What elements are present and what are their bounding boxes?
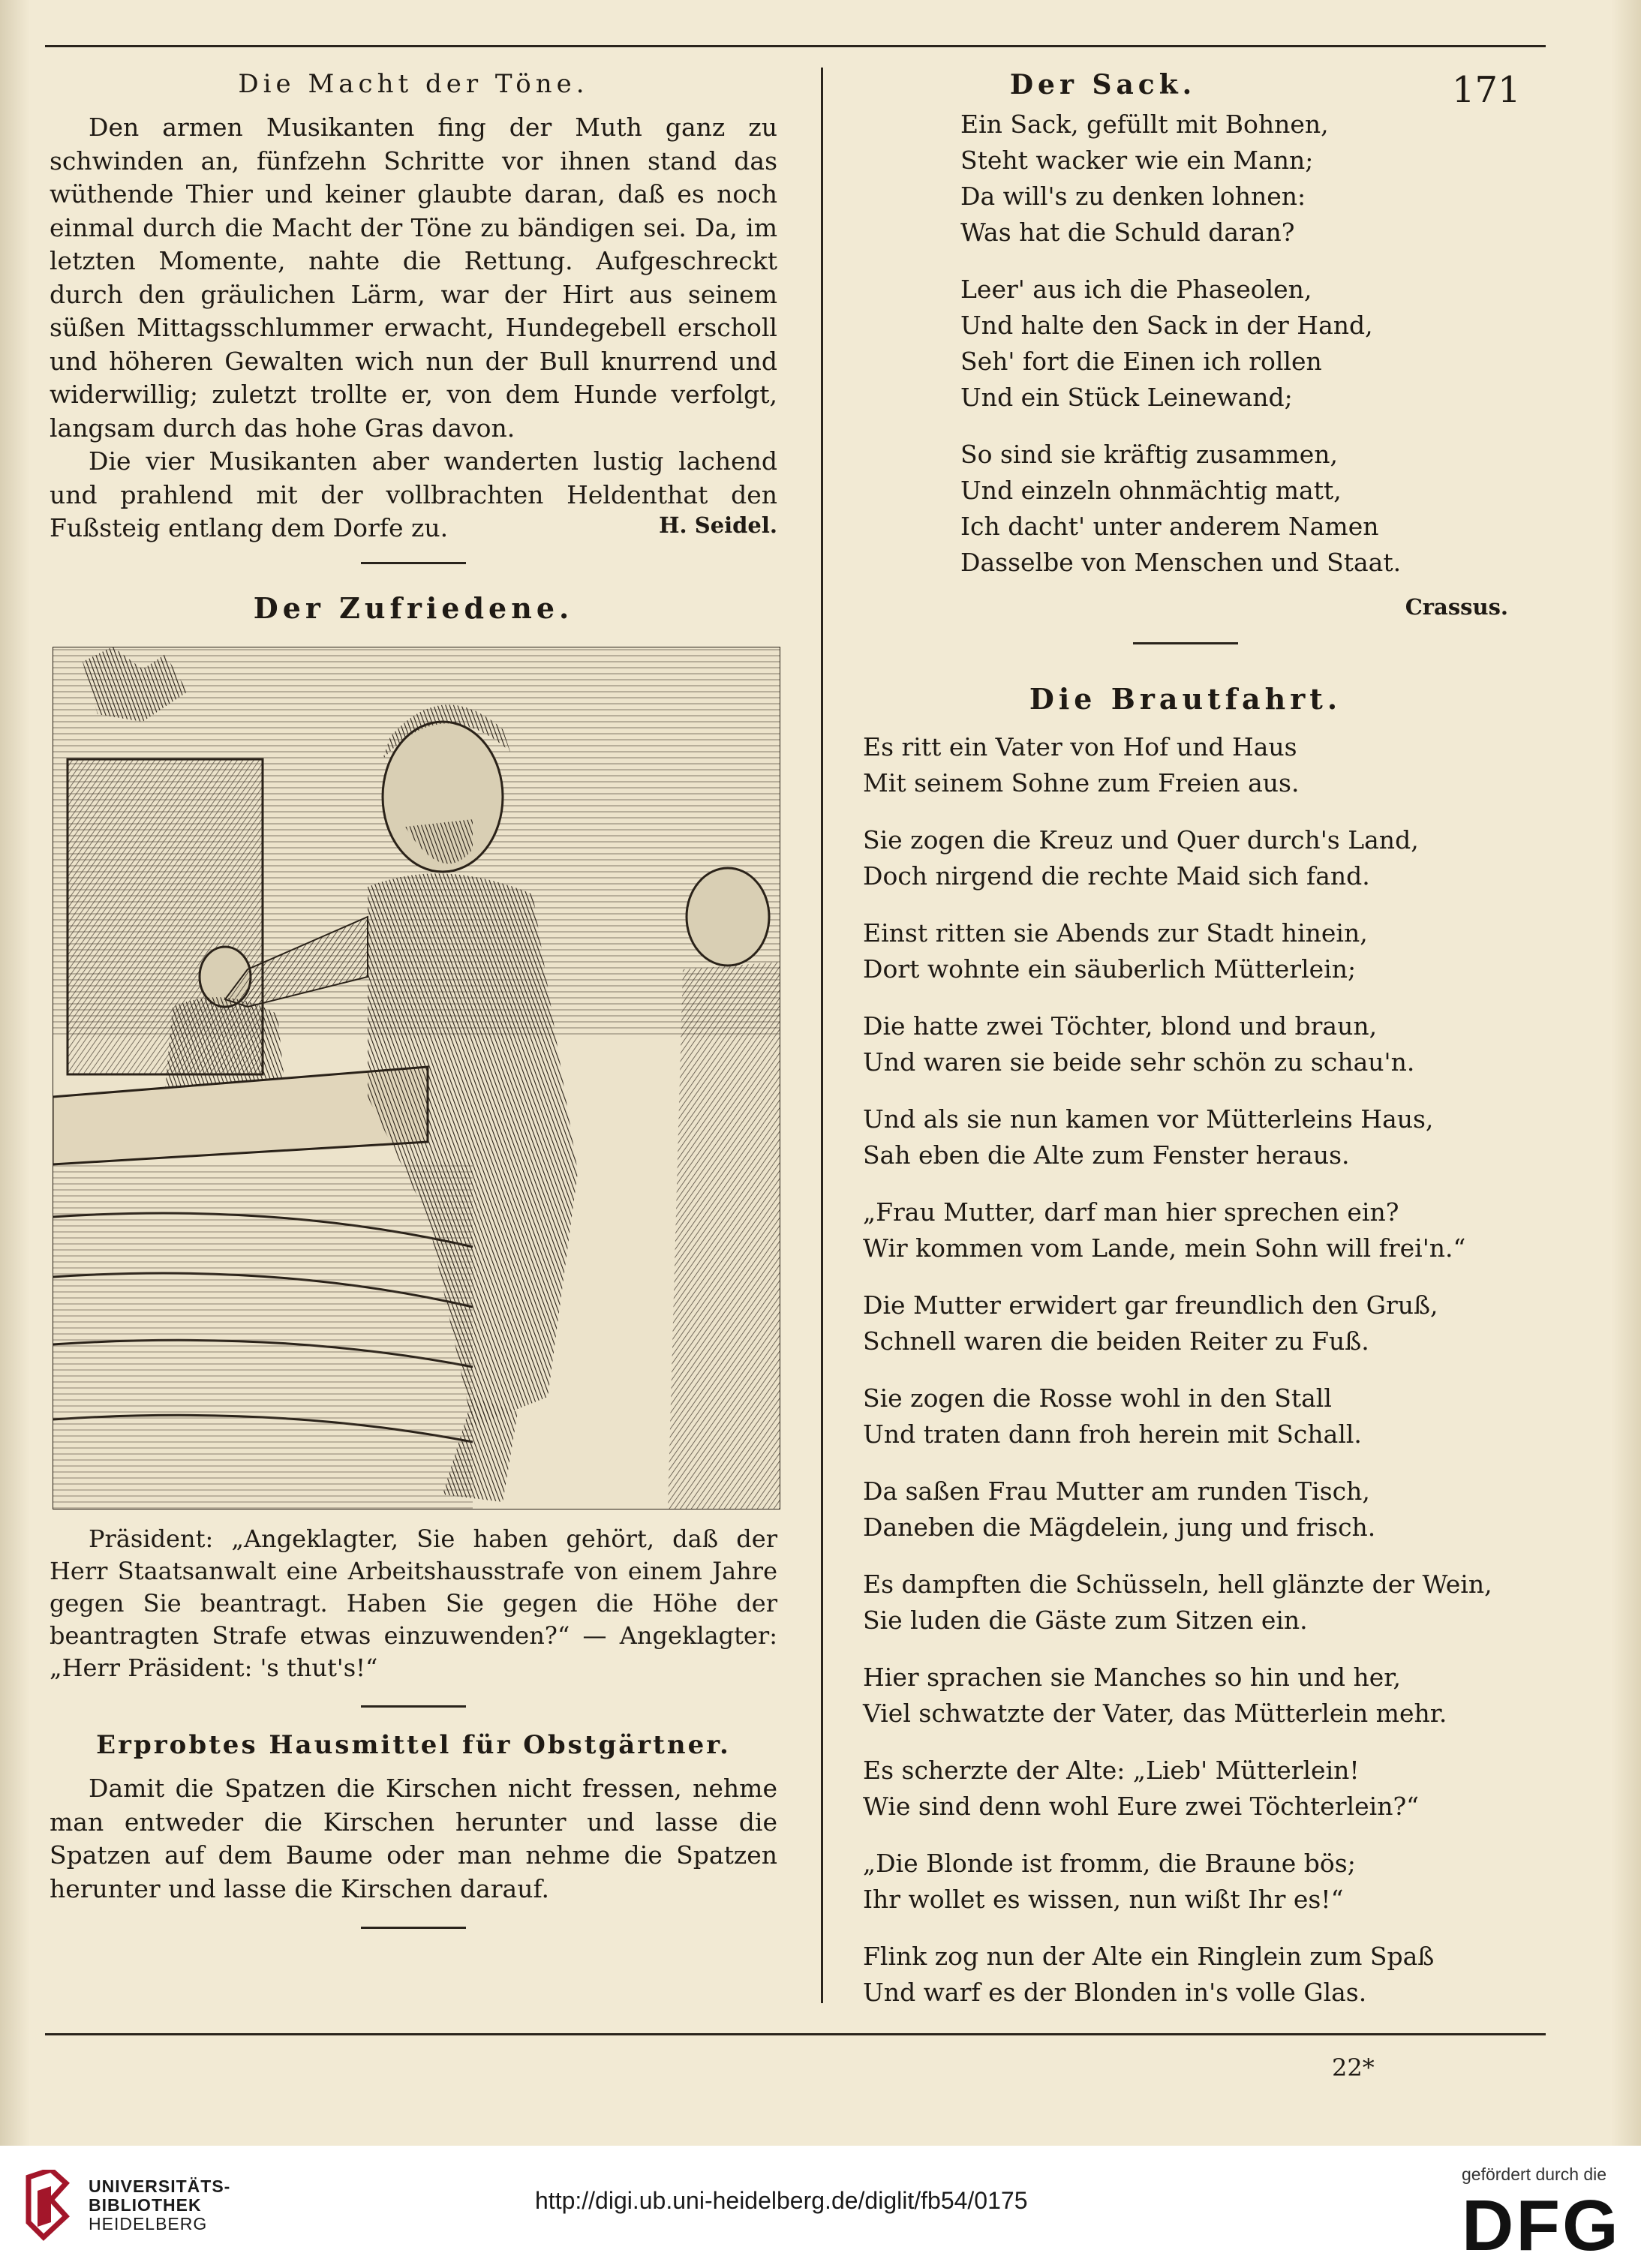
brautfahrt-poem-line: Sie luden die Gäste zum Sitzen ein. [863,1606,1308,1635]
brautfahrt-poem-line: Hier sprachen sie Manches so hin und her, [863,1663,1401,1692]
sack-poem-line: Und ein Stück Leinewand; [960,383,1293,412]
sack-poem-stanza [960,272,1508,416]
page-edge-right [1611,0,1641,2146]
brautfahrt-poem-line: Wie sind denn wohl Eure zwei Töchterlein?“ [863,1792,1420,1821]
brautfahrt-poem-stanza [863,822,1508,894]
brautfahrt-poem-stanza [863,1008,1508,1080]
brautfahrt-poem-stanza [863,1567,1508,1639]
brautfahrt-poem-line: Wir kommen vom Lande, mein Sohn will frei'n.“ [863,1233,1466,1263]
sack-poem-line: Ich dacht' unter anderem Namen [960,512,1379,541]
sack-poem-line: Dasselbe von Menschen und Staat. [960,548,1402,577]
brautfahrt-poem-line: Flink zog nun der Alte ein Ringlein zum Spaß [863,1942,1435,1971]
sack-poem-line: Da will's zu denken lohnen: [960,182,1306,211]
funding-note: gefördert durch die [1462,2164,1607,2184]
brautfahrt-poem-line: Sie zogen die Kreuz und Quer durch's Land, [863,825,1419,855]
page-edge-left [0,0,30,2146]
paragraph-musikanten: Die vier Musikanten aber wanderten lustig lachend und prahlend mit der vollbrachten Heldenthat den Fußsteig entlang dem Dorfe zu. [50,446,777,542]
page-number: 171 [1452,69,1521,111]
permalink-url[interactable]: http://digi.ub.uni-heidelberg.de/diglit/fb54/0175 [535,2187,1028,2214]
brautfahrt-poem-stanza [863,1473,1508,1546]
brautfahrt-poem-line: Und als sie nun kamen vor Mütterleins Haus, [863,1104,1434,1134]
brautfahrt-poem-line: Es dampften die Schüsseln, hell glänzte der Wein, [863,1570,1492,1599]
printer-signature-mark: 22* [1332,2053,1375,2082]
section-divider-3 [361,1927,466,1929]
section-divider-2 [361,1705,466,1708]
brautfahrt-poem-line: Und traten dann froh herein mit Schall. [863,1419,1362,1449]
brautfahrt-poem-line: Es ritt ein Vater von Hof und Haus [863,732,1297,762]
engraving-illustration [53,647,780,1509]
brautfahrt-poem-stanza [863,1287,1508,1359]
sack-poem-line: Steht wacker wie ein Mann; [960,146,1314,175]
column-divider [821,68,823,2003]
brautfahrt-poem-line: Sah eben die Alte zum Fenster heraus. [863,1140,1350,1170]
illustration-caption: Präsident: „Angeklagter, Sie haben gehört, daß der Herr Staatsanwalt eine Arbeitshausstrafe von einem Jahre gegen Sie beantragt. Haben Sie gegen die Höhe der beantragten Strafe etwas einzuwenden?“ — Angeklagter: „Herr Präsident: 's thut's!“ [50,1525,777,1682]
brautfahrt-poem-stanza [863,1380,1508,1452]
brautfahrt-poem-stanza [863,1939,1508,2011]
footer [0,2146,1641,2268]
left-column-lower [50,1523,777,1929]
right-column [863,69,1508,2082]
library-name-line1: UNIVERSITÄTS- [89,2176,231,2196]
brautfahrt-poem-line: Einst ritten sie Abends zur Stadt hinein, [863,918,1368,948]
brautfahrt-poem-line: Die hatte zwei Töchter, blond und braun, [863,1011,1378,1041]
brautfahrt-poem-line: „Die Blonde ist fromm, die Braune bös; [863,1849,1356,1878]
heading-der-zufriedene: Der Zufriedene. [253,590,574,625]
courtroom-engraving [53,647,780,1509]
sack-poem-line: Ein Sack, gefüllt mit Bohnen, [960,110,1329,139]
brautfahrt-poem-line: Ihr wollet es wissen, nun wißt Ihr es!“ [863,1885,1344,1914]
sack-poem-line: Leer' aus ich die Phaseolen, [960,275,1312,304]
brautfahrt-poem-stanza [863,915,1508,987]
top-rule [45,45,1546,47]
signature-seidel: H. Seidel. [659,512,777,538]
sack-poem-stanza [960,437,1508,581]
sack-poem-line: Und halte den Sack in der Hand, [960,311,1373,340]
sack-poem-line: Seh' fort die Einen ich rollen [960,347,1322,376]
paragraph-hausmittel: Damit die Spatzen die Kirschen nicht fressen, nehme man entweder die Kirschen herunter und lasse die Spatzen auf dem Baume oder man nehme die Spatzen herunter und lasse die Kirschen darauf. [50,1774,777,1903]
heading-der-sack: Der Sack. [1009,69,1197,101]
heading-erprobtes-hausmittel: Erprobtes Hausmittel für Obstgärtner. [96,1730,731,1760]
brautfahrt-poem-line: Doch nirgend die rechte Maid sich fand. [863,861,1370,891]
brautfahrt-poem-line: Und warf es der Blonden in's volle Glas. [863,1978,1367,2007]
signature-crassus: Crassus. [1405,594,1508,620]
library-logo-icon [21,2170,74,2242]
brautfahrt-poem-line: Die Mutter erwidert gar freundlich den Gruß, [863,1290,1438,1320]
paragraph-macht-der-toene: Den armen Musikanten fing der Muth ganz zu schwinden an, fünfzehn Schritte vor ihnen stand das wüthende Thier und keiner glaubte daran, daß es noch einmal durch die Macht der Töne zu bändigen sei. Da, im letzten Momente, nahte die Rettung. Aufgeschreckt durch den gräulichen Lärm, war der Hirt aus seinem süßen Mittagsschlummer erwacht, Hundegebell erscholl und höheren Gewalten wich nun der Bull knurrend und widerwillig; zuletzt trollte er, von dem Hunde verfolgt, langsam durch das hohe Gras davon. [50,113,777,443]
brautfahrt-poem-line: Sie zogen die Rosse wohl in den Stall [863,1383,1332,1413]
brautfahrt-poem-line: Schnell waren die beiden Reiter zu Fuß. [863,1326,1369,1356]
brautfahrt-poem-line: Da saßen Frau Mutter am runden Tisch, [863,1476,1370,1506]
brautfahrt-poem-line: Mit seinem Sohne zum Freien aus. [863,768,1300,798]
heading-die-macht-der-toene: Die Macht der Töne. [238,69,589,99]
brautfahrt-poem-line: Viel schwatzte der Vater, das Mütterlein mehr. [863,1699,1447,1728]
brautfahrt-poem-line: Es scherzte der Alte: „Lieb' Mütterlein! [863,1756,1360,1785]
brautfahrt-poem-stanza [863,1660,1508,1732]
sack-poem-line: Und einzeln ohnmächtig matt, [960,476,1342,505]
heading-die-brautfahrt: Die Brautfahrt. [1029,682,1342,716]
library-name-line2: BIBLIOTHEK [89,2195,202,2215]
brautfahrt-poem-stanza [863,1753,1508,1825]
left-column [50,69,777,625]
bottom-rule [45,2033,1546,2035]
library-name [89,2177,230,2233]
brautfahrt-poem-stanza [863,1194,1508,1266]
section-divider-right [1133,642,1238,644]
brautfahrt-poem-stanza [863,729,1508,801]
poem-die-brautfahrt [863,729,1508,2011]
sack-poem-stanza [960,107,1508,251]
brautfahrt-poem-line: Und waren sie beide sehr schön zu schau'n. [863,1047,1415,1077]
sack-poem-line: Was hat die Schuld daran? [960,218,1295,247]
dfg-logo: DFG [1462,2185,1621,2266]
brautfahrt-poem-stanza [863,1101,1508,1173]
sack-poem-line: So sind sie kräftig zusammen, [960,440,1339,469]
brautfahrt-poem-line: Daneben die Mägdelein, jung und frisch. [863,1513,1376,1542]
brautfahrt-poem-line: „Frau Mutter, darf man hier sprechen ein? [863,1197,1399,1227]
section-divider [361,562,466,564]
brautfahrt-poem-stanza [863,1846,1508,1918]
library-name-line3: HEIDELBERG [89,2214,208,2233]
brautfahrt-poem-line: Dort wohnte ein säuberlich Mütterlein; [863,954,1357,984]
poem-der-sack [960,107,1508,581]
